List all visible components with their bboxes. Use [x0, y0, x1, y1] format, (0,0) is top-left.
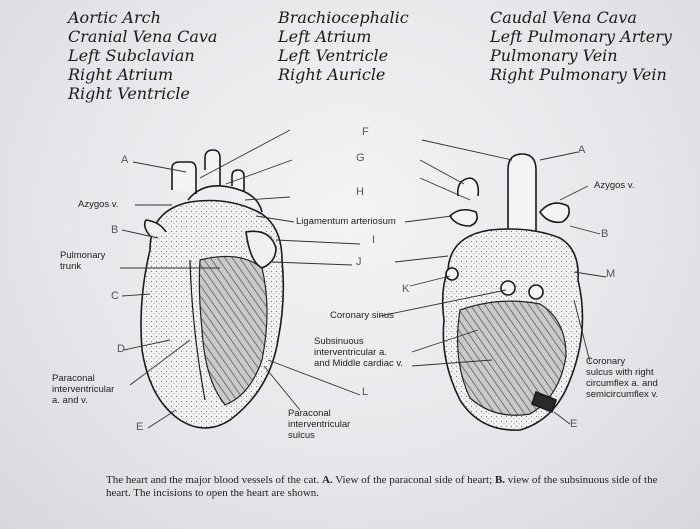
- paraconal-sulcus-label: Paraconal interventricular sulcus: [288, 408, 351, 441]
- figure-caption: The heart and the major blood vessels of the cat. A. View of the paraconal side of heart; B. view of the subsinuous side of the heart. The incisions to open the heart are shown.: [106, 474, 658, 499]
- pulmonary-trunk-label: Pulmonary trunk: [60, 250, 106, 272]
- blank-letter-a-left: A: [121, 154, 129, 166]
- paraconal-artery-label: Paraconal interventricular a. and v.: [52, 373, 115, 406]
- blank-letter-a-right: A: [578, 144, 586, 156]
- blank-letter-h: H: [356, 186, 364, 198]
- coronary-sulcus-label: Coronary sulcus with right circumflex a. and semicircumflex v.: [586, 356, 659, 400]
- term: Right Pulmonary Vein: [490, 65, 667, 84]
- term: Left Pulmonary Artery: [490, 27, 672, 46]
- blank-letter-k: K: [402, 283, 410, 295]
- blank-letter-j: J: [356, 256, 362, 268]
- blank-letter-f: F: [362, 126, 369, 138]
- coronary-sinus-label: Coronary sinus: [330, 310, 394, 321]
- azygos-label-right: Azygos v.: [594, 180, 635, 191]
- blank-letter-c: C: [111, 290, 119, 302]
- blank-letter-g: G: [356, 152, 365, 164]
- blank-letter-i: I: [372, 234, 376, 246]
- heart-a-drawing: [141, 150, 283, 428]
- heart-b-drawing: [443, 154, 583, 430]
- term: Right Atrium: [68, 65, 174, 84]
- term: Aortic Arch: [68, 8, 161, 27]
- blank-letter-d: D: [117, 343, 125, 355]
- term: Cranial Vena Cava: [68, 27, 218, 46]
- blank-letter-b-left: B: [111, 224, 119, 236]
- subsinuous-label: Subsinuous interventricular a. and Middle cardiac v.: [314, 336, 404, 369]
- ligamentum-label: Ligamentum arteriosum: [296, 216, 396, 227]
- azygos-label-left: Azygos v.: [78, 199, 119, 210]
- blank-letter-e-left: E: [136, 421, 144, 433]
- term: Left Atrium: [278, 27, 372, 46]
- term: Caudal Vena Cava: [490, 8, 637, 27]
- term: Brachiocephalic: [278, 8, 409, 27]
- term: Left Subclavian: [68, 46, 195, 65]
- blank-letter-m: M: [606, 268, 616, 280]
- term: Pulmonary Vein: [490, 46, 618, 65]
- term: Right Ventricle: [68, 84, 190, 103]
- blank-letter-e-right: E: [570, 418, 578, 430]
- blank-letter-l: L: [362, 386, 369, 398]
- blank-letter-b-right: B: [601, 228, 609, 240]
- term: Right Auricle: [278, 65, 386, 84]
- term: Left Ventricle: [278, 46, 389, 65]
